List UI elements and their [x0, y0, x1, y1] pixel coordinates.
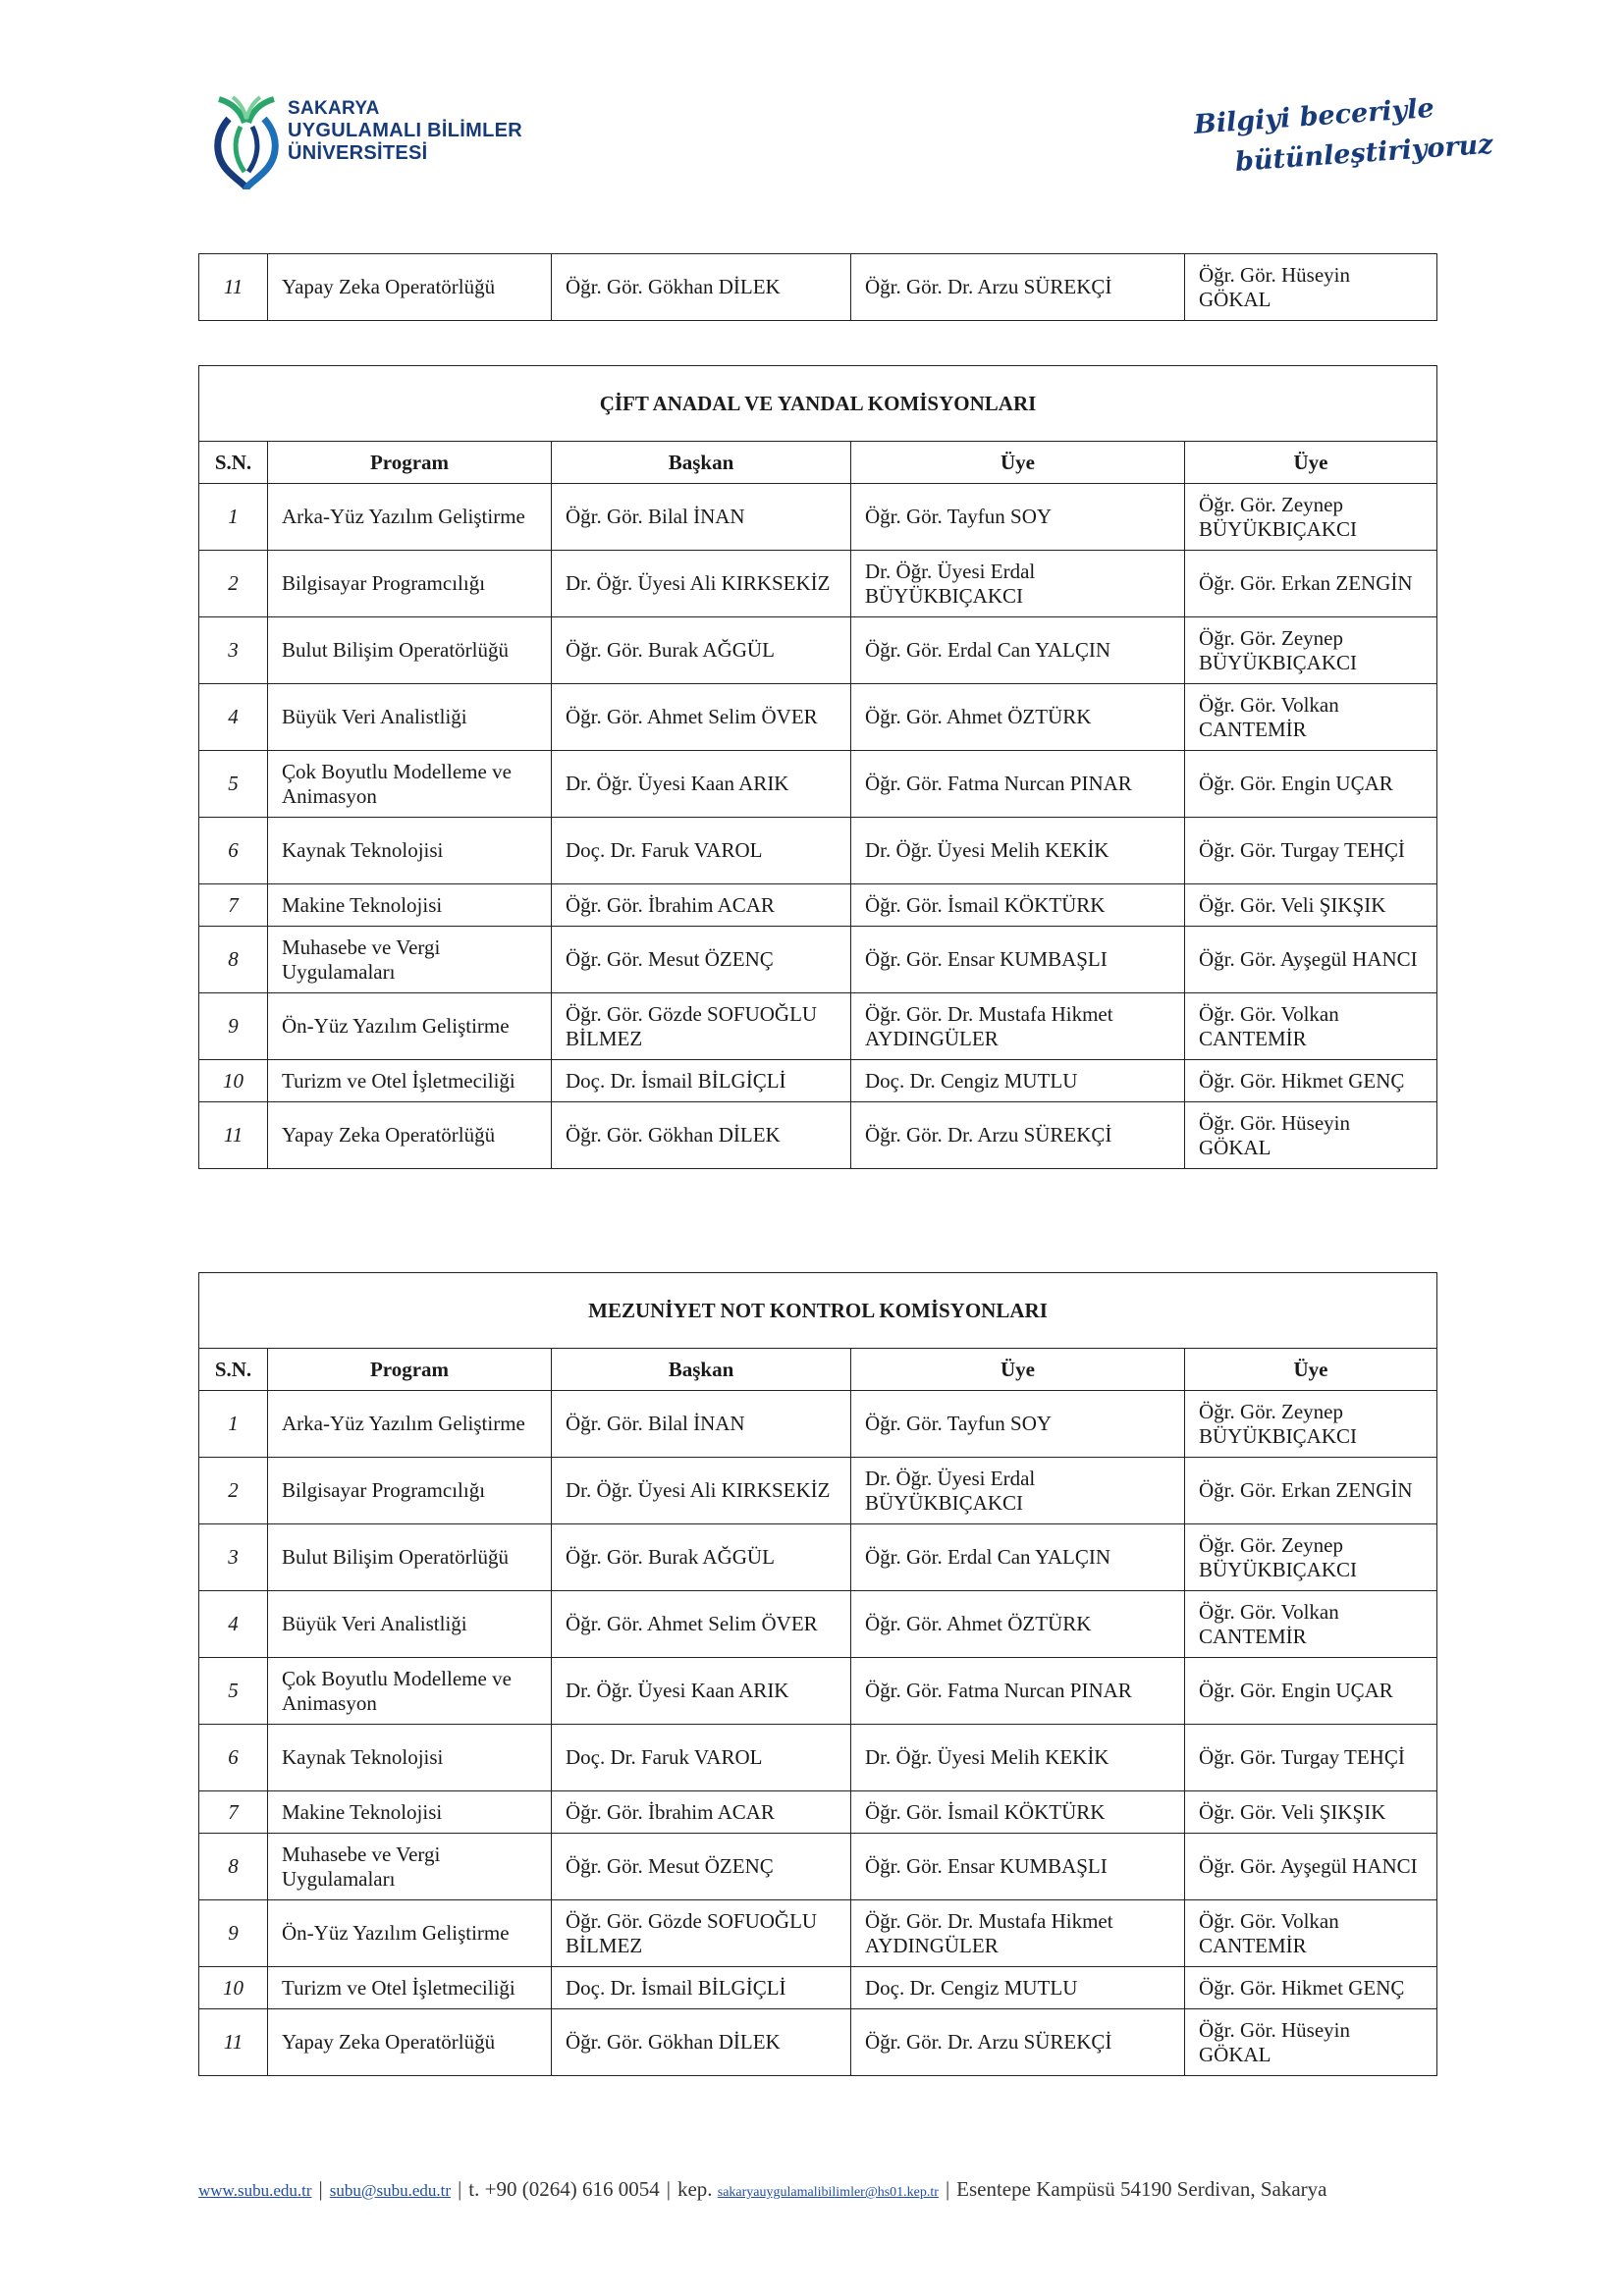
cell-sn: 3 [199, 617, 268, 684]
table-row [199, 1524, 1437, 1591]
cell-uye-2: Öğr. Gör. Hikmet GENÇ [1185, 1060, 1437, 1102]
cell-baskan: Öğr. Gör. İbrahim ACAR [552, 1791, 851, 1834]
website-link[interactable]: www.subu.edu.tr [198, 2181, 312, 2200]
kep-link[interactable]: sakaryauygulamalibilimler@hs01.kep.tr [717, 2185, 939, 2200]
col-header-uye-2: Üye [1185, 1349, 1437, 1391]
cell-program: Çok Boyutlu Modelleme ve Animasyon [268, 1658, 552, 1725]
table-row [199, 684, 1437, 751]
cell-uye-1: Öğr. Gör. Dr. Mustafa Hikmet AYDINGÜLER [851, 1900, 1185, 1967]
col-header-program: Program [268, 1349, 552, 1391]
cell-uye-1: Öğr. Gör. Fatma Nurcan PINAR [851, 751, 1185, 818]
slogan-line-2: bütünleştiriyoruz [1234, 129, 1494, 178]
cell-program: Yapay Zeka Operatörlüğü [268, 254, 552, 321]
cell-baskan: Öğr. Gör. Ahmet Selim ÖVER [552, 1591, 851, 1658]
email-link[interactable]: subu@subu.edu.tr [329, 2181, 452, 2200]
cell-uye-1: Öğr. Gör. Erdal Can YALÇIN [851, 617, 1185, 684]
cell-sn: 2 [199, 551, 268, 617]
cell-uye-2: Öğr. Gör. Hüseyin GÖKAL [1185, 2009, 1437, 2076]
cell-uye-1: Öğr. Gör. İsmail KÖKTÜRK [851, 884, 1185, 927]
logo-text [288, 97, 522, 165]
cell-uye-2: Öğr. Gör. Hüseyin GÖKAL [1185, 1102, 1437, 1169]
cell-sn: 6 [199, 818, 268, 884]
cell-baskan: Dr. Öğr. Üyesi Kaan ARIK [552, 751, 851, 818]
cell-uye-1: Öğr. Gör. Ensar KUMBAŞLI [851, 927, 1185, 993]
cell-baskan: Öğr. Gör. Mesut ÖZENÇ [552, 927, 851, 993]
cell-baskan: Dr. Öğr. Üyesi Kaan ARIK [552, 1658, 851, 1725]
university-emblem-icon [211, 93, 282, 191]
cell-sn: 6 [199, 1725, 268, 1791]
cell-sn: 5 [199, 751, 268, 818]
cell-uye-1: Öğr. Gör. Erdal Can YALÇIN [851, 1524, 1185, 1591]
cell-baskan: Öğr. Gör. Ahmet Selim ÖVER [552, 684, 851, 751]
cell-program: Arka-Yüz Yazılım Geliştirme [268, 1391, 552, 1458]
cell-uye-2: Öğr. Gör. Volkan CANTEMİR [1185, 1900, 1437, 1967]
cell-baskan: Doç. Dr. Faruk VAROL [552, 818, 851, 884]
cell-uye-1: Öğr. Gör. Ahmet ÖZTÜRK [851, 684, 1185, 751]
cell-sn: 9 [199, 993, 268, 1060]
cell-baskan: Doç. Dr. İsmail BİLGİÇLİ [552, 1060, 851, 1102]
cell-uye-2: Öğr. Gör. Zeynep BÜYÜKBIÇAKCI [1185, 617, 1437, 684]
table-row [199, 1725, 1437, 1791]
col-header-sn: S.N. [199, 1349, 268, 1391]
cell-sn: 7 [199, 1791, 268, 1834]
table-row [199, 1658, 1437, 1725]
table-row [199, 818, 1437, 884]
cell-uye-2: Öğr. Gör. Volkan CANTEMİR [1185, 1591, 1437, 1658]
logo-line-2: UYGULAMALI BİLİMLER [288, 120, 523, 141]
cell-uye-1: Öğr. Gör. Fatma Nurcan PINAR [851, 1658, 1185, 1725]
cell-baskan: Öğr. Gör. İbrahim ACAR [552, 884, 851, 927]
cell-program: Büyük Veri Analistliği [268, 684, 552, 751]
table-title: ÇİFT ANADAL VE YANDAL KOMİSYONLARI [199, 366, 1437, 442]
cell-uye-2: Öğr. Gör. Hüseyin GÖKAL [1185, 254, 1437, 321]
slogan-line-1: Bilgiyi beceriyle [1193, 92, 1435, 140]
table-row [199, 1391, 1437, 1458]
cell-program: Makine Teknolojisi [268, 884, 552, 927]
cell-program: Bilgisayar Programcılığı [268, 551, 552, 617]
cell-baskan: Öğr. Gör. Gökhan DİLEK [552, 1102, 851, 1169]
logo-line-3: ÜNİVERSİTESİ [288, 142, 428, 164]
cell-program: Çok Boyutlu Modelleme ve Animasyon [268, 751, 552, 818]
cell-program: Kaynak Teknolojisi [268, 1725, 552, 1791]
col-header-baskan: Başkan [552, 442, 851, 484]
cell-program: Arka-Yüz Yazılım Geliştirme [268, 484, 552, 551]
cell-baskan: Dr. Öğr. Üyesi Ali KIRKSEKİZ [552, 551, 851, 617]
table-row [199, 1060, 1437, 1102]
col-header-uye-2: Üye [1185, 442, 1437, 484]
cell-program: Muhasebe ve Vergi Uygulamaları [268, 1834, 552, 1900]
cell-uye-2: Öğr. Gör. Volkan CANTEMİR [1185, 993, 1437, 1060]
cell-uye-2: Öğr. Gör. Veli ŞIKŞIK [1185, 884, 1437, 927]
cell-uye-1: Dr. Öğr. Üyesi Melih KEKİK [851, 1725, 1185, 1791]
cell-baskan: Öğr. Gör. Mesut ÖZENÇ [552, 1834, 851, 1900]
cell-uye-2: Öğr. Gör. Ayşegül HANCI [1185, 927, 1437, 993]
cell-uye-2: Öğr. Gör. Zeynep BÜYÜKBIÇAKCI [1185, 1391, 1437, 1458]
continuation-table [198, 253, 1437, 321]
kep-label: kep. [676, 2177, 713, 2201]
cell-uye-2: Öğr. Gör. Turgay TEHÇİ [1185, 818, 1437, 884]
cell-uye-1: Dr. Öğr. Üyesi Erdal BÜYÜKBIÇAKCI [851, 1458, 1185, 1524]
cell-program: Bulut Bilişim Operatörlüğü [268, 617, 552, 684]
cell-program: Ön-Yüz Yazılım Geliştirme [268, 993, 552, 1060]
cell-program: Yapay Zeka Operatörlüğü [268, 2009, 552, 2076]
cell-program: Turizm ve Otel İşletmeciliği [268, 1060, 552, 1102]
table-row [199, 2009, 1437, 2076]
university-logo [211, 93, 565, 191]
cell-baskan: Doç. Dr. İsmail BİLGİÇLİ [552, 1967, 851, 2009]
phone-text: t. +90 (0264) 616 0054 [468, 2177, 660, 2201]
cell-uye-1: Dr. Öğr. Üyesi Melih KEKİK [851, 818, 1185, 884]
cell-sn: 10 [199, 1060, 268, 1102]
page-footer: www.subu.edu.tr | subu@subu.edu.tr | t. +90 (0264) 616 0054 | kep. sakaryauygulamalibilimler@hs01.kep.tr | Esentepe Kampüsü 54190 Serdivan, Sakarya [198, 2177, 1327, 2201]
logo-line-1: SAKARYA [288, 98, 380, 119]
cell-uye-1: Öğr. Gör. Dr. Arzu SÜREKÇİ [851, 254, 1185, 321]
cell-uye-2: Öğr. Gör. Veli ŞIKŞIK [1185, 1791, 1437, 1834]
col-header-sn: S.N. [199, 442, 268, 484]
cell-uye-1: Doç. Dr. Cengiz MUTLU [851, 1060, 1185, 1102]
cell-baskan: Öğr. Gör. Bilal İNAN [552, 484, 851, 551]
cell-program: Turizm ve Otel İşletmeciliği [268, 1967, 552, 2009]
cell-baskan: Öğr. Gör. Gözde SOFUOĞLU BİLMEZ [552, 993, 851, 1060]
cell-sn: 4 [199, 684, 268, 751]
table-row [199, 1591, 1437, 1658]
cell-sn: 1 [199, 1391, 268, 1458]
cell-uye-1: Öğr. Gör. Dr. Mustafa Hikmet AYDINGÜLER [851, 993, 1185, 1060]
cell-program: Büyük Veri Analistliği [268, 1591, 552, 1658]
table-row [199, 1458, 1437, 1524]
col-header-program: Program [268, 442, 552, 484]
mezuniyet-not-table [198, 1272, 1437, 2076]
cell-sn: 1 [199, 484, 268, 551]
cift-anadal-table [198, 365, 1437, 1169]
cell-uye-2: Öğr. Gör. Erkan ZENGİN [1185, 551, 1437, 617]
cell-uye-2: Öğr. Gör. Volkan CANTEMİR [1185, 684, 1437, 751]
cell-program: Bulut Bilişim Operatörlüğü [268, 1524, 552, 1591]
cell-uye-2: Öğr. Gör. Engin UÇAR [1185, 751, 1437, 818]
table-row [199, 617, 1437, 684]
cell-uye-1: Öğr. Gör. İsmail KÖKTÜRK [851, 1791, 1185, 1834]
table-row [199, 484, 1437, 551]
cell-uye-2: Öğr. Gör. Turgay TEHÇİ [1185, 1725, 1437, 1791]
header-row [199, 1349, 1437, 1391]
cell-uye-2: Öğr. Gör. Hikmet GENÇ [1185, 1967, 1437, 2009]
table-row [199, 1834, 1437, 1900]
address-text: Esentepe Kampüsü 54190 Serdivan, Sakarya [956, 2177, 1327, 2201]
cell-uye-1: Öğr. Gör. Ensar KUMBAŞLI [851, 1834, 1185, 1900]
cell-baskan: Doç. Dr. Faruk VAROL [552, 1725, 851, 1791]
cell-baskan: Öğr. Gör. Gökhan DİLEK [552, 254, 851, 321]
table-body [199, 1391, 1437, 2076]
cell-uye-2: Öğr. Gör. Zeynep BÜYÜKBIÇAKCI [1185, 484, 1437, 551]
cell-baskan: Öğr. Gör. Bilal İNAN [552, 1391, 851, 1458]
cell-sn: 11 [199, 2009, 268, 2076]
cell-uye-1: Öğr. Gör. Ahmet ÖZTÜRK [851, 1591, 1185, 1658]
col-header-baskan: Başkan [552, 1349, 851, 1391]
cell-uye-1: Öğr. Gör. Tayfun SOY [851, 1391, 1185, 1458]
cell-sn: 3 [199, 1524, 268, 1591]
cell-program: Makine Teknolojisi [268, 1791, 552, 1834]
cell-uye-1: Öğr. Gör. Dr. Arzu SÜREKÇİ [851, 2009, 1185, 2076]
cell-program: Bilgisayar Programcılığı [268, 1458, 552, 1524]
cell-sn: 4 [199, 1591, 268, 1658]
header-row [199, 442, 1437, 484]
page-header [0, 0, 1623, 196]
table-row [199, 1900, 1437, 1967]
cell-uye-2: Öğr. Gör. Zeynep BÜYÜKBIÇAKCI [1185, 1524, 1437, 1591]
cell-sn: 11 [199, 1102, 268, 1169]
table-row [199, 1967, 1437, 2009]
cell-program: Muhasebe ve Vergi Uygulamaları [268, 927, 552, 993]
table-body [199, 484, 1437, 1169]
col-header-uye-1: Üye [851, 442, 1185, 484]
table-row [199, 927, 1437, 993]
cell-baskan: Öğr. Gör. Gözde SOFUOĞLU BİLMEZ [552, 1900, 851, 1967]
cell-program: Kaynak Teknolojisi [268, 818, 552, 884]
cell-sn: 8 [199, 927, 268, 993]
cell-uye-2: Öğr. Gör. Erkan ZENGİN [1185, 1458, 1437, 1524]
cell-sn: 9 [199, 1900, 268, 1967]
table-title: MEZUNİYET NOT KONTROL KOMİSYONLARI [199, 1273, 1437, 1349]
cell-uye-2: Öğr. Gör. Ayşegül HANCI [1185, 1834, 1437, 1900]
cell-uye-1: Öğr. Gör. Dr. Arzu SÜREKÇİ [851, 1102, 1185, 1169]
cell-sn: 10 [199, 1967, 268, 2009]
cell-baskan: Öğr. Gör. Burak AĞGÜL [552, 1524, 851, 1591]
table-row [199, 751, 1437, 818]
cell-sn: 7 [199, 884, 268, 927]
cell-sn: 11 [199, 254, 268, 321]
cell-sn: 5 [199, 1658, 268, 1725]
slogan [1193, 92, 1494, 188]
col-header-uye-1: Üye [851, 1349, 1185, 1391]
table-row [199, 1791, 1437, 1834]
cell-uye-2: Öğr. Gör. Engin UÇAR [1185, 1658, 1437, 1725]
table-row [199, 551, 1437, 617]
table-row [199, 1102, 1437, 1169]
cell-program: Yapay Zeka Operatörlüğü [268, 1102, 552, 1169]
table-row [199, 884, 1437, 927]
cell-baskan: Öğr. Gör. Gökhan DİLEK [552, 2009, 851, 2076]
table-row [199, 254, 1437, 321]
cell-uye-1: Doç. Dr. Cengiz MUTLU [851, 1967, 1185, 2009]
cell-sn: 2 [199, 1458, 268, 1524]
table-row [199, 993, 1437, 1060]
cell-uye-1: Öğr. Gör. Tayfun SOY [851, 484, 1185, 551]
cell-baskan: Öğr. Gör. Burak AĞGÜL [552, 617, 851, 684]
cell-sn: 8 [199, 1834, 268, 1900]
cell-uye-1: Dr. Öğr. Üyesi Erdal BÜYÜKBIÇAKCI [851, 551, 1185, 617]
cell-program: Ön-Yüz Yazılım Geliştirme [268, 1900, 552, 1967]
cell-baskan: Dr. Öğr. Üyesi Ali KIRKSEKİZ [552, 1458, 851, 1524]
